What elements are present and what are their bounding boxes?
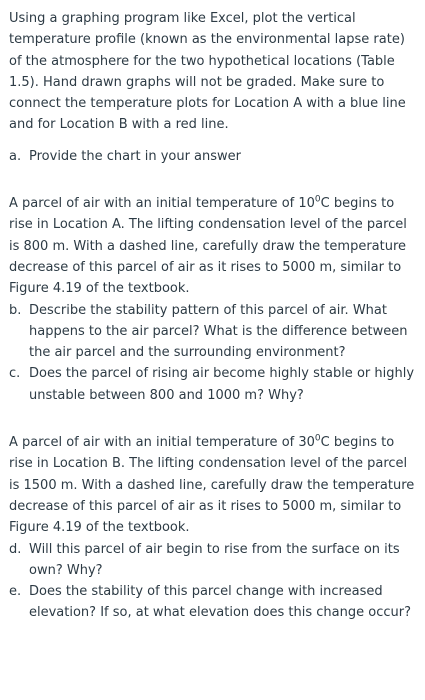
location-b-text-post: C begins to rise in Location B. The lifting condensation level of the parcel is 1500 m. With a dashed line, carefully draw the temperature decrease of this parcel of air as it rises to 5000 m, similar to Figure 4.19 of the textbook. xyxy=(9,435,415,536)
location-a-paragraph xyxy=(9,193,417,299)
location-a-text-post: C begins to rise in Location A. The lifting condensation level of the parcel is 800 m. With a dashed line, carefully draw the temperature decrease of this parcel of air as it rises to 5000 m, similar to Figure 4.19 of the textbook. xyxy=(9,196,407,297)
question-list-b xyxy=(9,300,417,406)
list-item-text: Does the stability of this parcel change with increased elevation? If so, at what elevation does this change occur? xyxy=(29,584,411,621)
location-b-text-pre: A parcel of air with an initial temperature of 30 xyxy=(9,435,315,451)
location-b-paragraph xyxy=(9,432,417,538)
list-marker: d. xyxy=(9,541,22,557)
list-item xyxy=(9,300,417,364)
list-item xyxy=(9,363,417,406)
intro-paragraph: Using a graphing program like Excel, plot the vertical temperature profile (known as the environmental lapse rate) of the atmosphere for the two hypothetical locations (Table 1.5). Hand drawn graphs will not be graded. Make sure to connect the temperature plots for Location A with a blue line and for Location B with a red line. xyxy=(9,11,406,133)
list-marker: a. xyxy=(9,148,22,164)
list-item-text: Does the parcel of rising air become highly stable or highly unstable between 800 and 1000 m? Why? xyxy=(29,366,415,403)
list-item xyxy=(9,146,417,167)
list-item xyxy=(9,581,417,624)
list-marker: e. xyxy=(9,584,22,600)
list-item-text: Will this parcel of air begin to rise from the surface on its own? Why? xyxy=(29,541,400,578)
question-list-a xyxy=(9,146,417,167)
degree-superscript: 0 xyxy=(314,433,321,444)
list-marker: b. xyxy=(9,302,22,318)
list-item xyxy=(9,539,417,582)
list-marker: c. xyxy=(9,366,21,382)
question-list-d xyxy=(9,539,417,624)
location-a-text-pre: A parcel of air with an initial temperature of 10 xyxy=(9,196,315,212)
list-item-text: Provide the chart in your answer xyxy=(29,148,242,164)
list-item-text: Describe the stability pattern of this parcel of air. What happens to the air parcel? What is the difference between the air parcel and the surrounding environment? xyxy=(29,302,408,361)
degree-superscript: 0 xyxy=(314,194,321,205)
